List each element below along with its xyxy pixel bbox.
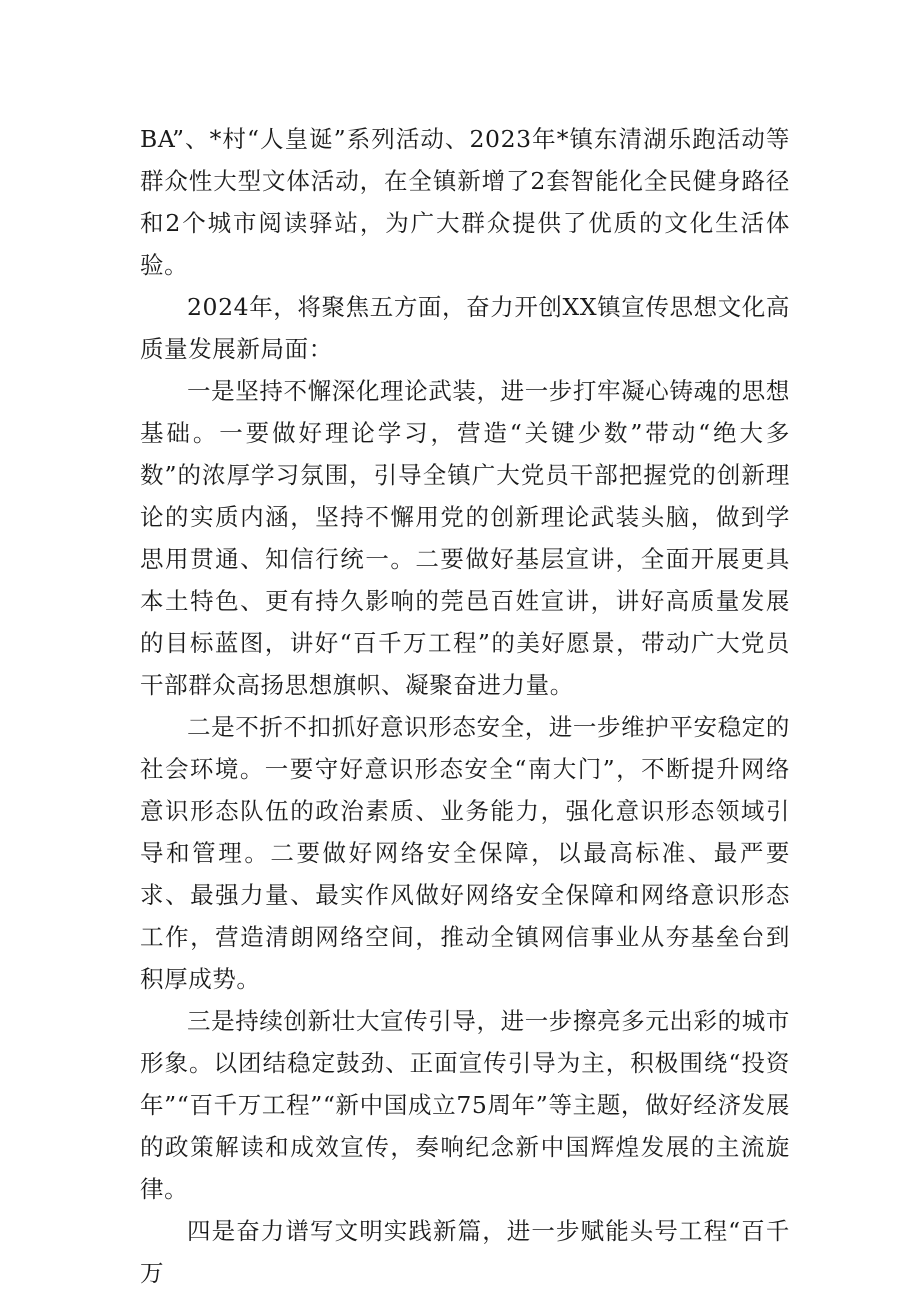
paragraph-2024-intro: 2024年，将聚焦五方面，奋力开创XX镇宣传思想文化高质量发展新局面： xyxy=(140,293,790,363)
paragraph-civilization: 四是奋力谱写文明实践新篇，进一步赋能头号工程“百千万 xyxy=(140,1217,790,1287)
document-body xyxy=(140,118,790,1294)
paragraph-ideology-security: 二是不折不扣抓好意识形态安全，进一步维护平安稳定的社会环境。一要守好意识形态安全“南大门”，不断提升网络意识形态队伍的政治素质、业务能力，强化意识形态领域引导和管理。二要做好网络安全保障，以最高标准、最严要求、最强力量、最实作风做好网络安全保障和网络意识形态工作，营造清朗网络空间，推动全镇网信事业从夯基垒台到积厚成势。 xyxy=(140,713,790,993)
paragraph-publicity: 三是持续创新壮大宣传引导，进一步擦亮多元出彩的城市形象。以团结稳定鼓劲、正面宣传引导为主，积极围绕“投资年”“百千万工程”“新中国成立75周年”等主题，做好经济发展的政策解读和成效宣传，奏响纪念新中国辉煌发展的主流旋律。 xyxy=(140,1007,790,1203)
paragraph-continued: BA”、*村“人皇诞”系列活动、2023年*镇东清湖乐跑活动等群众性大型文体活动，在全镇新增了2套智能化全民健身路径和2个城市阅读驿站，为广大群众提供了优质的文化生活体验。 xyxy=(140,125,790,279)
paragraph-theory: 一是坚持不懈深化理论武装，进一步打牢凝心铸魂的思想基础。一要做好理论学习，营造“关键少数”带动“绝大多数”的浓厚学习氛围，引导全镇广大党员干部把握党的创新理论的实质内涵，坚持不懈用党的创新理论武装头脑，做到学思用贯通、知信行统一。二要做好基层宣讲，全面开展更具本土特色、更有持久影响的莞邑百姓宣讲，讲好高质量发展的目标蓝图，讲好“百千万工程”的美好愿景，带动广大党员干部群众高扬思想旗帜、凝聚奋进力量。 xyxy=(140,377,790,699)
